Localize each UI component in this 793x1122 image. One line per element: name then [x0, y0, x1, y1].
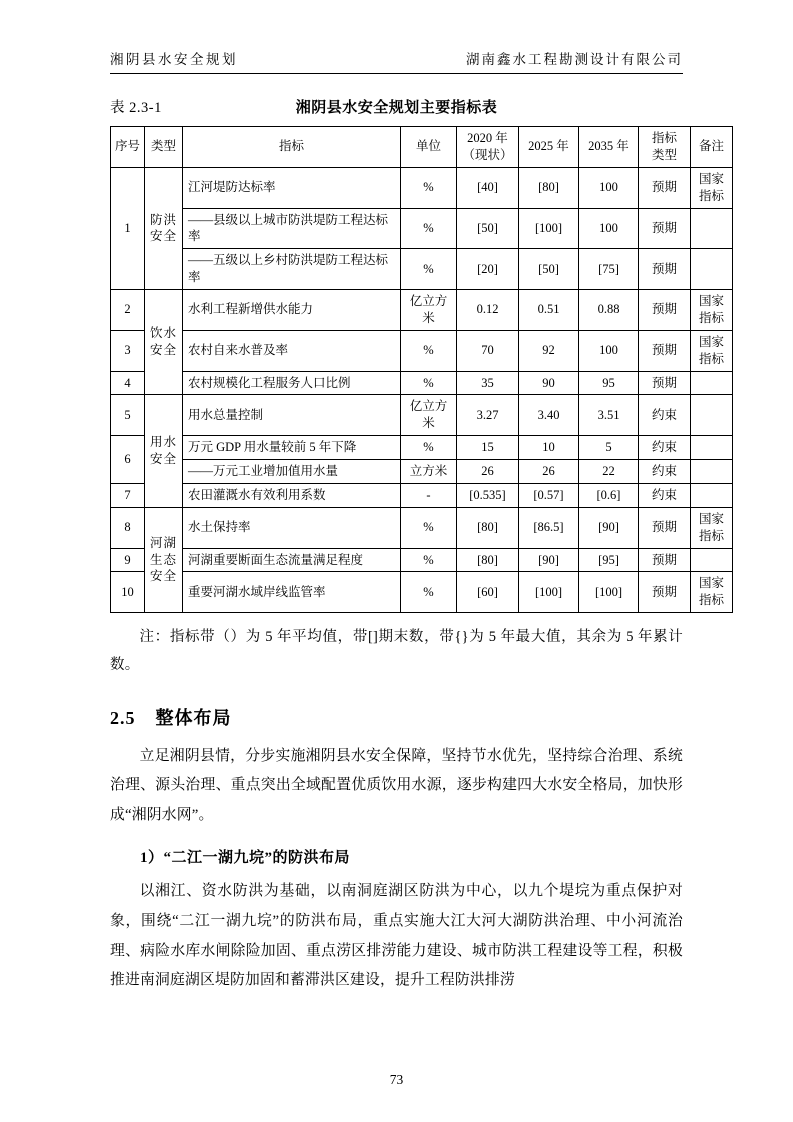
- header-right-text: 湖南鑫水工程勘测设计有限公司: [466, 52, 683, 67]
- cell-2035: 100: [579, 330, 639, 371]
- cell-note: [691, 436, 733, 460]
- table-row: [111, 371, 733, 395]
- cell-kind: 预期: [639, 371, 691, 395]
- cell-seq: 6: [111, 436, 145, 484]
- table-row: [111, 483, 733, 507]
- cell-2025: 10: [519, 436, 579, 460]
- table-row: [111, 208, 733, 249]
- section-paragraph-2: 以湘江、资水防洪为基础，以南洞庭湖区防洪为中心，以九个堤垸为重点保护对象，围绕“二江一湖九垸”的防洪布局，重点实施大江大河大湖防洪治理、中小河流治理、病险水库水闸除险加固、重点涝区排涝能力建设、城市防洪工程建设等工程，积极推进南洞庭湖区堤防加固和蓄滞洪区建设，提升工程防洪排涝: [110, 883, 683, 989]
- page-number: 73: [389, 1072, 404, 1087]
- cell-kind: 约束: [639, 395, 691, 436]
- cell-2025: [100]: [519, 208, 579, 249]
- cell-group-water-use: 用水 安全: [145, 395, 183, 507]
- cell-kind: 预期: [639, 507, 691, 548]
- table-header-row: [111, 127, 733, 168]
- cell-seq: 7: [111, 483, 145, 507]
- cell-2020: 15: [457, 436, 519, 460]
- cell-2025: [86.5]: [519, 507, 579, 548]
- table-row: [111, 395, 733, 436]
- cell-unit: %: [401, 167, 457, 208]
- cell-indicator: 水利工程新增供水能力: [183, 290, 401, 331]
- subsection-heading: 1）“二江一湖九垸”的防洪布局: [140, 850, 351, 867]
- cell-note: 国家 指标: [691, 330, 733, 371]
- cell-2025: [0.57]: [519, 483, 579, 507]
- col-header-type: 类型: [145, 127, 183, 168]
- cell-kind: 预期: [639, 548, 691, 572]
- col-header-note: 备注: [691, 127, 733, 168]
- cell-note: [691, 460, 733, 484]
- cell-seq: 4: [111, 371, 145, 395]
- cell-seq: 2: [111, 290, 145, 331]
- cell-kind: 约束: [639, 483, 691, 507]
- indicators-table: [110, 126, 733, 613]
- cell-unit: %: [401, 507, 457, 548]
- cell-seq: 3: [111, 330, 145, 371]
- col-header-kind-line1: 指标: [651, 131, 677, 145]
- cell-indicator: ——五级以上乡村防洪堤防工程达标率: [183, 249, 401, 290]
- cell-2035: [75]: [579, 249, 639, 290]
- col-header-unit: 单位: [401, 127, 457, 168]
- cell-indicator: ——县级以上城市防洪堤防工程达标率: [183, 208, 401, 249]
- cell-note: 国家 指标: [691, 167, 733, 208]
- col-header-kind: [639, 127, 691, 168]
- cell-2020: [60]: [457, 572, 519, 613]
- cell-2035: 100: [579, 167, 639, 208]
- cell-2025: 0.51: [519, 290, 579, 331]
- cell-2020: [50]: [457, 208, 519, 249]
- note-text: 注：指标带（）为 5 年平均值，带[]期末数，带{}为 5 年最大值，其余为 5 年累计数。: [110, 629, 683, 674]
- table-caption: [110, 96, 683, 122]
- cell-2035: [95]: [579, 548, 639, 572]
- table-row: [111, 572, 733, 613]
- col-header-seq: 序号: [111, 127, 145, 168]
- cell-2020: 3.27: [457, 395, 519, 436]
- cell-unit: %: [401, 436, 457, 460]
- cell-2035: 0.88: [579, 290, 639, 331]
- col-header-indicator: 指标: [183, 127, 401, 168]
- cell-2025: [100]: [519, 572, 579, 613]
- cell-kind: 约束: [639, 460, 691, 484]
- cell-group-flood: 防洪 安全: [145, 167, 183, 289]
- col-header-2035: 2035 年: [579, 127, 639, 168]
- cell-indicator: 万元 GDP 用水量较前 5 年下降: [183, 436, 401, 460]
- cell-indicator: 农村自来水普及率: [183, 330, 401, 371]
- col-header-2020-line1: 2020 年: [467, 131, 508, 145]
- cell-2035: [90]: [579, 507, 639, 548]
- cell-2020: 0.12: [457, 290, 519, 331]
- cell-2035: 95: [579, 371, 639, 395]
- cell-seq: 9: [111, 548, 145, 572]
- cell-seq: 1: [111, 167, 145, 289]
- cell-2020: [20]: [457, 249, 519, 290]
- cell-indicator: 用水总量控制: [183, 395, 401, 436]
- cell-kind: 预期: [639, 572, 691, 613]
- cell-2035: 100: [579, 208, 639, 249]
- cell-2035: [0.6]: [579, 483, 639, 507]
- cell-note: [691, 483, 733, 507]
- cell-note: [691, 371, 733, 395]
- section-number: 2.5: [110, 707, 136, 728]
- cell-kind: 预期: [639, 208, 691, 249]
- cell-indicator: 农村规模化工程服务人口比例: [183, 371, 401, 395]
- cell-indicator: 农田灌溉水有效利用系数: [183, 483, 401, 507]
- header-left-text: 湘阴县水安全规划: [110, 52, 238, 67]
- cell-indicator: 河湖重要断面生态流量满足程度: [183, 548, 401, 572]
- table-row: [111, 290, 733, 331]
- col-header-2025: 2025 年: [519, 127, 579, 168]
- cell-kind: 预期: [639, 167, 691, 208]
- cell-2035: 3.51: [579, 395, 639, 436]
- table-number: 表 2.3-1: [110, 100, 162, 116]
- cell-note: [691, 249, 733, 290]
- cell-2025: 92: [519, 330, 579, 371]
- cell-indicator: 江河堤防达标率: [183, 167, 401, 208]
- table-title: 湘阴县水安全规划主要指标表: [295, 100, 498, 116]
- cell-2020: 35: [457, 371, 519, 395]
- cell-2025: [80]: [519, 167, 579, 208]
- cell-kind: 预期: [639, 330, 691, 371]
- table-row: [111, 330, 733, 371]
- table-row: [111, 167, 733, 208]
- table-row: [111, 548, 733, 572]
- cell-kind: 约束: [639, 436, 691, 460]
- cell-note: [691, 208, 733, 249]
- cell-unit: -: [401, 483, 457, 507]
- section-paragraph-1: 立足湘阴县情，分步实施湘阴县水安全保障，坚持节水优先，坚持综合治理、系统治理、源头治理、重点突出全域配置优质饮用水源，逐步构建四大水安全格局，加快形成“湘阴水网”。: [110, 747, 683, 823]
- cell-kind: 预期: [639, 249, 691, 290]
- cell-unit: %: [401, 208, 457, 249]
- cell-seq: 5: [111, 395, 145, 436]
- cell-2025: [90]: [519, 548, 579, 572]
- cell-2035: 5: [579, 436, 639, 460]
- cell-unit: 立方米: [401, 460, 457, 484]
- col-header-2020-line2: （现状）: [462, 147, 513, 162]
- cell-2020: 26: [457, 460, 519, 484]
- cell-indicator: ——万元工业增加值用水量: [183, 460, 401, 484]
- cell-2020: [0.535]: [457, 483, 519, 507]
- cell-2025: [50]: [519, 249, 579, 290]
- cell-2025: 90: [519, 371, 579, 395]
- cell-note: [691, 395, 733, 436]
- table-row: [111, 249, 733, 290]
- table-row: [111, 460, 733, 484]
- table-note: [110, 623, 683, 680]
- cell-seq: 10: [111, 572, 145, 613]
- cell-2035: 22: [579, 460, 639, 484]
- cell-kind: 预期: [639, 290, 691, 331]
- cell-note: 国家 指标: [691, 572, 733, 613]
- table-row: [111, 436, 733, 460]
- cell-seq: 8: [111, 507, 145, 548]
- cell-unit: %: [401, 572, 457, 613]
- cell-2020: [40]: [457, 167, 519, 208]
- cell-indicator: 重要河湖水域岸线监管率: [183, 572, 401, 613]
- col-header-2020: [457, 127, 519, 168]
- cell-group-drinking: 饮水 安全: [145, 290, 183, 395]
- cell-unit: %: [401, 330, 457, 371]
- cell-2025: 3.40: [519, 395, 579, 436]
- cell-unit: 亿立方 米: [401, 395, 457, 436]
- cell-2020: [80]: [457, 507, 519, 548]
- col-header-kind-line2: 类型: [651, 147, 677, 162]
- cell-note: [691, 548, 733, 572]
- cell-note: 国家 指标: [691, 507, 733, 548]
- cell-2035: [100]: [579, 572, 639, 613]
- cell-2025: 26: [519, 460, 579, 484]
- page-header: [110, 48, 683, 74]
- page-footer: [0, 1072, 793, 1088]
- cell-group-eco: 河湖 生态 安全: [145, 507, 183, 612]
- cell-2020: [80]: [457, 548, 519, 572]
- table-row: [111, 507, 733, 548]
- cell-note: 国家 指标: [691, 290, 733, 331]
- cell-indicator: 水土保持率: [183, 507, 401, 548]
- cell-unit: %: [401, 548, 457, 572]
- section-heading: [110, 704, 683, 730]
- cell-unit: %: [401, 249, 457, 290]
- cell-unit: %: [401, 371, 457, 395]
- cell-2020: 70: [457, 330, 519, 371]
- cell-unit: 亿立方 米: [401, 290, 457, 331]
- section-title: 整体布局: [155, 707, 232, 728]
